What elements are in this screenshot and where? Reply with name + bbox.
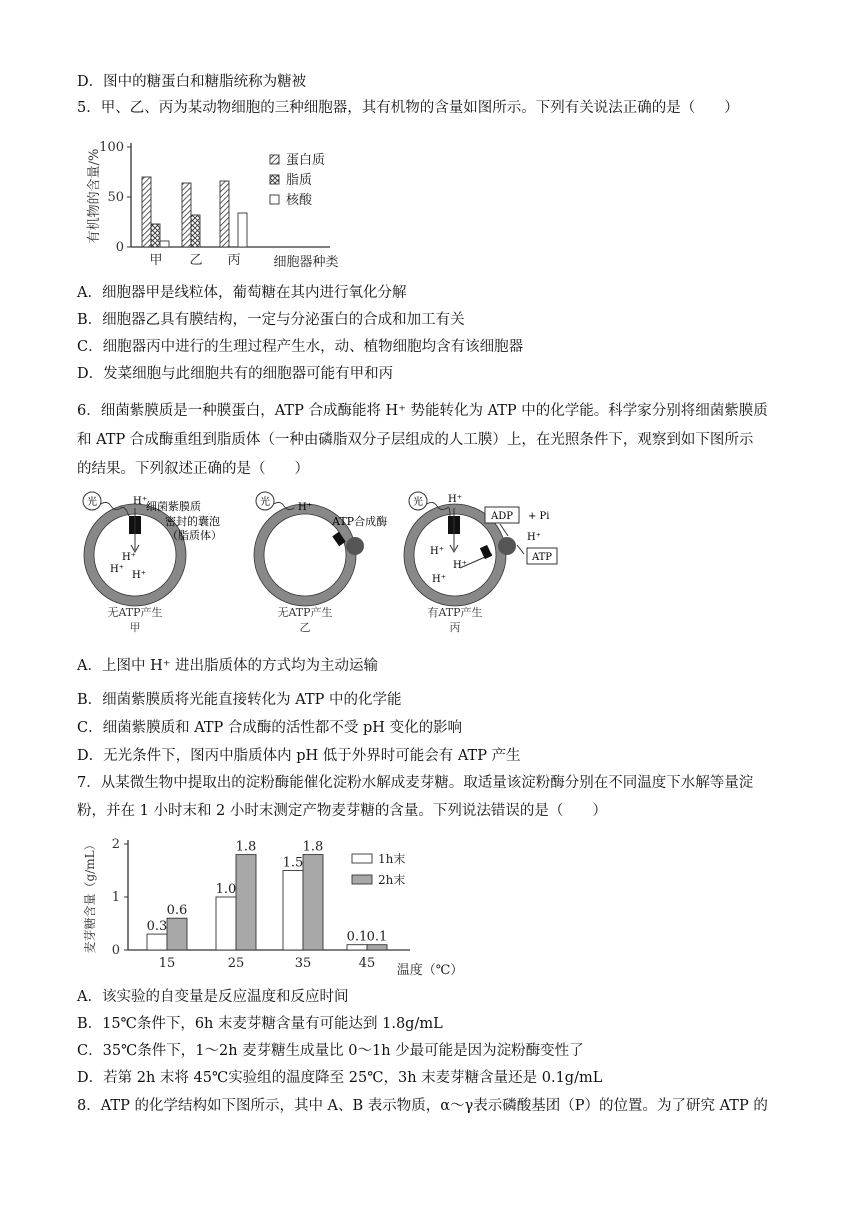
q7-bar [216,897,236,950]
q7-option-b: B．15℃条件下，6h 末麦芽糖含量有可能达到 1.8g/mL [77,1016,443,1032]
svg-text:+ Pi: + Pi [528,511,550,522]
q7-stem-line-2: 粉，并在 1 小时末和 2 小时末测定产物麦芽糖的含量。下列说法错误的是（ ） [77,803,607,819]
q7-bar [347,945,367,950]
svg-text:有ATP产生: 有ATP产生 [427,606,483,619]
q7-stem-line-1: 7．从某微生物中提取出的淀粉酶能催化淀粉水解成麦芽糖。取适量该淀粉酶分别在不同温度下水解等量淀 [77,775,754,791]
q6-diagram [80,488,580,633]
q5-stem: 5．甲、乙、丙为某动物细胞的三种细胞器，其有机物的含量如图所示。下列有关说法正确的是（ ） [77,100,739,116]
q5-bar [151,224,160,247]
svg-text:H⁺: H⁺ [432,574,446,585]
q7-chart [80,830,480,978]
svg-text:密封的囊泡: 密封的囊泡 [165,515,220,528]
q5-bar [238,213,247,247]
q5-x-tick-label: 甲 [149,253,163,268]
q7-data-label: 0.1 [366,929,388,945]
atp-synthase-c [480,545,492,559]
q5-bar [160,241,169,247]
svg-text:H⁺: H⁺ [132,570,146,581]
q7-bar [303,855,323,950]
legend-swatch-protein [270,155,279,164]
svg-text:无ATP产生: 无ATP产生 [107,606,163,619]
svg-text:ATP: ATP [531,552,553,563]
q5-option-a: A．细胞器甲是线粒体，葡萄糖在其内进行氧化分解 [77,285,407,301]
legend-lipid: 脂质 [286,173,313,188]
svg-text:甲: 甲 [129,621,141,633]
q5-chart [80,128,360,273]
q5-option-d: D．发菜细胞与此细胞共有的细胞器可能有甲和丙 [77,366,394,382]
q5-x-tick-label: 乙 [189,253,203,268]
q5-y-axis-label: 有机物的含量/% [87,148,102,244]
atp-synthase-head-c [498,537,516,555]
svg-text:光: 光 [413,497,423,508]
svg-text:无ATP产生: 无ATP产生 [277,606,333,619]
panel-c [404,492,557,633]
legend-nucleic: 核酸 [286,193,313,208]
q7-y-tick-label: 1 [111,890,120,905]
atp-synthase-head-b [346,537,364,555]
q6-stem-line-1: 6．细菌紫膜质是一种膜蛋白，ATP 合成酶能将 H⁺ 势能转化为 ATP 中的化学能。科学家分别将细菌紫膜质 [77,403,768,419]
svg-text:丙: 丙 [449,621,461,633]
q7-y-axis-label: 麦芽糖含量（g/mL） [83,838,97,954]
q7-option-a: A．该实验的自变量是反应温度和反应时间 [77,989,349,1005]
svg-text:H⁺: H⁺ [133,496,147,507]
legend-swatch-1h [352,854,372,863]
q7-bar [367,945,387,950]
svg-text:H⁺: H⁺ [453,560,467,571]
q7-data-label: 1.8 [235,839,257,855]
legend-1h: 1h末 [378,852,406,866]
q6-option-b: B．细菌紫膜质将光能直接转化为 ATP 中的化学能 [77,692,402,708]
q5-option-b: B．细胞器乙具有膜结构，一定与分泌蛋白的合成和加工有关 [77,312,465,328]
legend-2h: 2h末 [378,873,406,887]
q7-data-label: 1.5 [282,855,304,871]
q6-stem-line-3: 的结果。下列叙述正确的是（ ） [77,461,309,477]
svg-text:ATP合成酶: ATP合成酶 [332,515,388,528]
q5-bar [182,183,191,247]
legend-swatch-nucleic [270,195,279,204]
svg-text:光: 光 [260,497,270,508]
q6-option-d: D．无光条件下，图丙中脂质体内 pH 低于外界时可能会有 ATP 产生 [77,748,521,764]
q5-y-tick-label: 0 [115,240,124,255]
q7-data-label: 1.8 [302,839,324,855]
q5-legend [270,153,325,208]
q5-bar [191,215,200,247]
q5-x-tick-label: 丙 [227,253,241,268]
q7-bar [283,871,303,951]
svg-text:细菌紫膜质: 细菌紫膜质 [146,500,201,513]
q7-x-tick-label: 35 [294,956,312,971]
q7-bar [147,934,167,950]
q7-data-label: 1.0 [215,882,237,897]
q4-option-d: D．图中的糖蛋白和糖脂统称为糖被 [77,74,307,90]
q7-legend [352,851,405,887]
svg-text:H⁺: H⁺ [448,494,462,505]
q5-bar [142,177,151,247]
q6-option-a: A．上图中 H⁺ 进出脂质体的方式均为主动运输 [77,658,378,674]
svg-text:H⁺: H⁺ [110,564,124,575]
legend-swatch-lipid [270,175,279,184]
q7-option-d: D．若第 2h 末将 45℃实验组的温度降至 25℃，3h 末麦芽糖含量还是 0.1g/mL [77,1070,603,1086]
svg-text:乙: 乙 [299,621,311,633]
legend-protein: 蛋白质 [286,153,326,168]
q7-x-tick-label: 45 [358,956,376,971]
svg-text:（脂质体）: （脂质体） [167,529,222,542]
svg-text:H⁺: H⁺ [430,546,444,557]
q7-option-c: C．35℃条件下，1～2h 麦芽糖生成量比 0～1h 少最可能是因为淀粉酶变性了 [77,1043,584,1059]
q7-x-tick-label: 25 [227,956,245,971]
q6-stem-line-2: 和 ATP 合成酶重组到脂质体（一种由磷脂双分子层组成的人工膜）上，在光照条件下，观察到如下图所示 [77,432,754,448]
panel-b [254,492,387,633]
q6-option-c: C．细菌紫膜质和 ATP 合成酶的活性都不受 pH 变化的影响 [77,720,463,736]
q7-x-axis-label: 温度（℃） [396,963,464,978]
q5-option-c: C．细胞器丙中进行的生理过程产生水，动、植物细胞均含有该细胞器 [77,339,524,355]
svg-text:ADP: ADP [491,511,513,522]
q7-y-tick-label: 0 [111,943,120,958]
svg-text:光: 光 [87,497,97,508]
svg-text:H⁺: H⁺ [298,502,312,513]
svg-text:H⁺: H⁺ [527,532,541,543]
q7-bar [167,918,187,950]
panel-a [83,492,222,633]
q7-x-tick-label: 15 [158,956,176,971]
q7-bar [236,855,256,950]
q7-data-label: 0.6 [166,903,188,919]
q5-y-tick-label: 50 [107,190,124,205]
svg-text:H⁺: H⁺ [122,552,136,563]
q7-data-label: 0.3 [146,919,168,935]
q5-y-tick-label: 100 [99,140,124,155]
q8-stem: 8．ATP 的化学结构如下图所示，其中 A、B 表示物质，α～γ表示磷酸基团（P）的位置。为了研究 ATP 的 [77,1098,768,1114]
q5-x-axis-label: 细胞器种类 [273,255,339,270]
q7-data-label: 0.1 [346,929,368,945]
legend-swatch-2h [352,875,372,884]
q5-bar [220,181,229,247]
q7-y-tick-label: 2 [111,837,120,852]
